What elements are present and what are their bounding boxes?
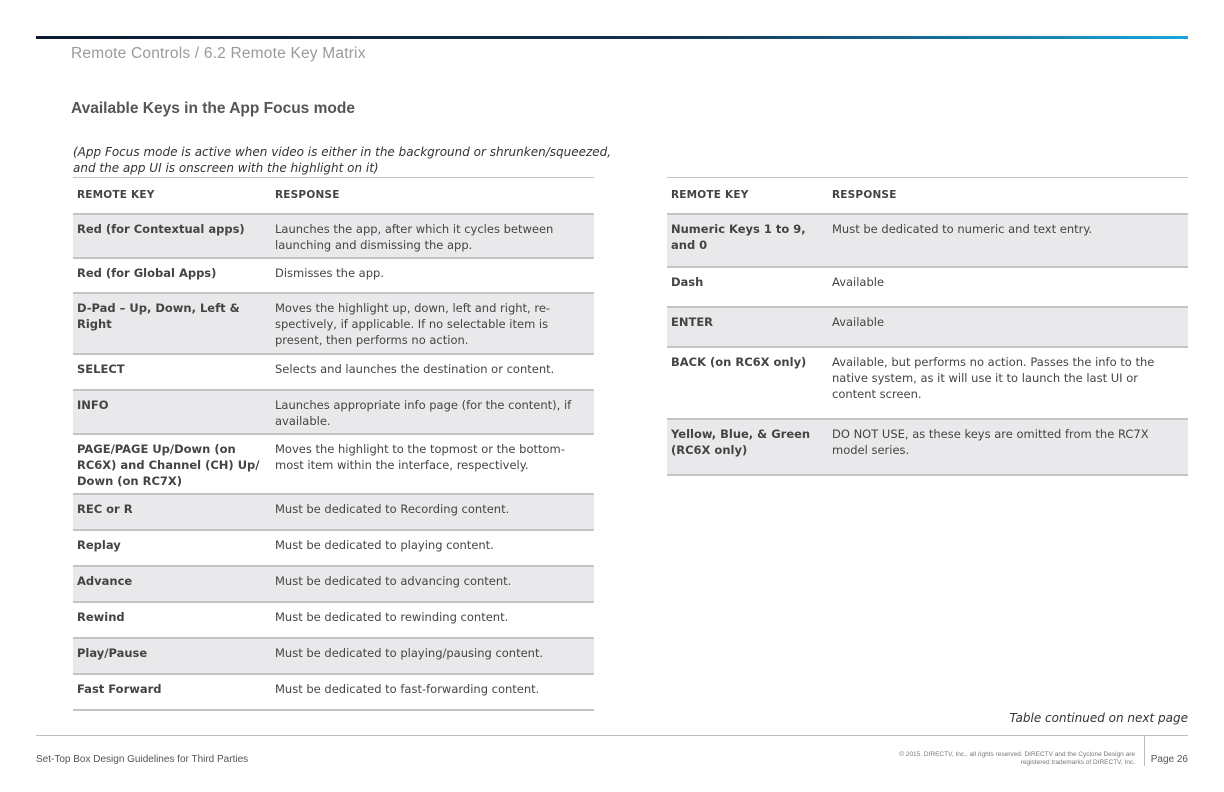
row-response: Available <box>832 314 885 329</box>
row-key: Red (for Contextual apps) <box>77 221 245 236</box>
row-key: Rewind <box>77 609 125 624</box>
row-key: Red (for Global Apps) <box>77 265 217 280</box>
table-row <box>667 214 1188 267</box>
table-row <box>73 354 594 390</box>
table-row <box>73 390 594 434</box>
row-key: BACK (on RC6X only) <box>671 354 807 369</box>
row-key: INFO <box>77 397 109 412</box>
row-key: SELECT <box>77 361 125 376</box>
table-continued-note: Table continued on next page <box>1009 711 1188 725</box>
footer-doc-title: Set-Top Box Design Guidelines for Third Parties <box>36 754 249 765</box>
table-row <box>667 307 1188 347</box>
row-key: Dash <box>671 274 704 289</box>
row-response: Must be dedicated to advancing content. <box>275 573 512 588</box>
section-title: Available Keys in the App Focus mode <box>71 100 355 117</box>
row-response: Must be dedicated to playing content. <box>275 537 494 552</box>
footer-rule <box>36 735 1188 736</box>
table-row <box>667 267 1188 307</box>
page-number: Page 26 <box>1150 754 1188 765</box>
table-row <box>73 638 594 674</box>
row-key: Replay <box>77 537 121 552</box>
row-key: ENTER <box>671 314 714 329</box>
row-key: Numeric Keys 1 to 9, and 0 <box>671 221 806 252</box>
row-key: Advance <box>77 573 133 588</box>
table-row <box>73 293 594 354</box>
row-key: Yellow, Blue, & Green (RC6X only) <box>671 426 811 457</box>
row-response: Moves the highlight to the topmost or the bottom-most item within the interface, respectively. <box>275 441 565 472</box>
row-response: Available, but performs no action. Passes the info to the native system, as it will use it to launch the last UI or content screen. <box>832 354 1155 401</box>
row-response: Must be dedicated to numeric and text entry. <box>832 221 1093 236</box>
row-response: Moves the highlight up, down, left and right, re-spectively, if applicable. If no selectable item is present, then performs no action. <box>275 300 551 347</box>
table-row <box>73 530 594 566</box>
footer-copyright: © 2015. DIRECTV, Inc., all rights reserved. DIRECTV and the Cyclone Design are registered trademarks of DIRECTV, Inc. <box>899 751 1135 766</box>
header-rule <box>36 36 1188 39</box>
table-row <box>667 419 1188 475</box>
table-header-row <box>73 178 594 214</box>
row-response: DO NOT USE, as these keys are omitted from the RC7X model series. <box>832 426 1149 457</box>
column-header-remote-key: REMOTE KEY <box>77 189 155 202</box>
row-response: Launches the app, after which it cycles between launching and dismissing the app. <box>275 221 554 252</box>
table-row <box>73 674 594 710</box>
key-table-right <box>667 177 1188 476</box>
row-response: Selects and launches the destination or content. <box>275 361 555 376</box>
row-response: Must be dedicated to Recording content. <box>275 501 510 516</box>
row-response: Launches appropriate info page (for the content), if available. <box>275 397 572 428</box>
breadcrumb: Remote Controls / 6.2 Remote Key Matrix <box>71 45 366 62</box>
table-row <box>73 434 594 494</box>
row-key: Play/Pause <box>77 645 148 660</box>
row-response: Must be dedicated to rewinding content. <box>275 609 509 624</box>
table-row <box>73 566 594 602</box>
table-header-row <box>667 178 1188 214</box>
column-header-remote-key: REMOTE KEY <box>671 189 749 202</box>
table-row <box>73 214 594 258</box>
row-response: Dismisses the app. <box>275 265 384 280</box>
table-row <box>667 347 1188 419</box>
column-header-response: RESPONSE <box>832 189 897 202</box>
row-response: Available <box>832 274 885 289</box>
row-key: REC or R <box>77 501 133 516</box>
column-header-response: RESPONSE <box>275 189 340 202</box>
table-row <box>73 602 594 638</box>
intro-note: (App Focus mode is active when video is either in the background or shrunken/squeezed, and the app UI is onscreen with the highlight on it) <box>73 145 612 175</box>
table-row <box>73 258 594 293</box>
key-table-left <box>73 177 594 711</box>
row-key: Fast Forward <box>77 681 162 696</box>
row-key: PAGE/PAGE Up/Down (on RC6X) and Channel (CH) Up/ Down (on RC7X) <box>77 441 260 488</box>
table-row <box>73 494 594 530</box>
row-key: D-Pad – Up, Down, Left & Right <box>77 300 240 331</box>
row-response: Must be dedicated to playing/pausing content. <box>275 645 544 660</box>
row-response: Must be dedicated to fast-forwarding content. <box>275 681 540 696</box>
footer-divider <box>1144 736 1145 766</box>
